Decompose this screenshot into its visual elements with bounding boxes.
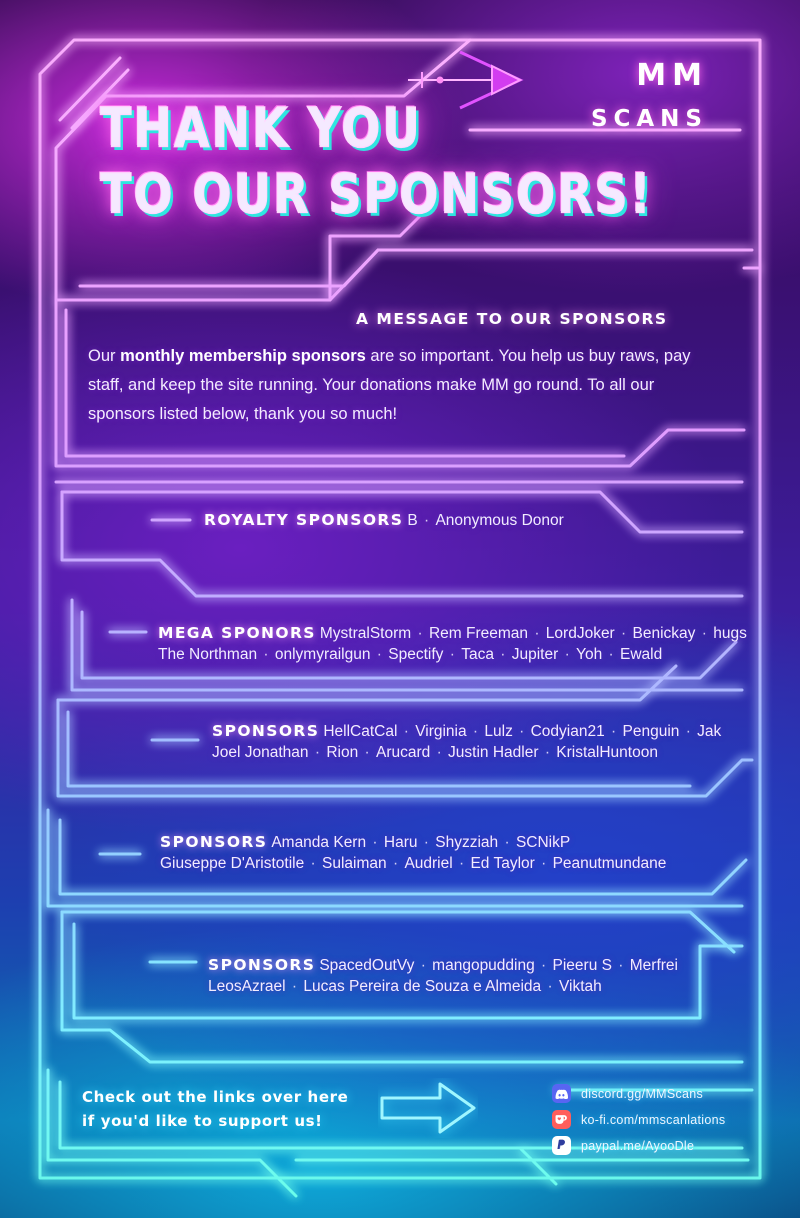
page-title-line-1: THANK YOU xyxy=(100,95,422,160)
name-separator: · xyxy=(454,855,469,872)
name-separator: · xyxy=(413,625,427,642)
name-separator: · xyxy=(399,723,414,740)
sponsor-section-heading: MEGA SPONORS xyxy=(158,624,316,642)
sponsor-name: mangopudding xyxy=(432,957,535,974)
sponsor-name: B xyxy=(407,512,418,529)
page-title-line-2: TO OUR SPONSORS! xyxy=(100,161,653,226)
support-cta-line-2: if you'd like to support us! xyxy=(82,1112,323,1130)
sponsor-name: Amanda Kern xyxy=(271,834,367,851)
name-separator: · xyxy=(543,978,557,995)
link-row-discord[interactable] xyxy=(552,1082,725,1105)
sponsor-section-heading: SPONSORS xyxy=(212,722,320,740)
name-separator: · xyxy=(287,978,302,995)
sponsor-name: LeosAzrael xyxy=(208,978,286,995)
sponsor-name: Merfrei xyxy=(629,957,678,974)
name-separator: · xyxy=(310,744,325,761)
sponsor-name: Ed Taylor xyxy=(470,855,535,872)
kofi-icon xyxy=(552,1110,571,1129)
sponsor-name: LordJoker xyxy=(545,625,615,642)
sponsor-name: Jak xyxy=(697,723,722,740)
sponsor-name: Ewald xyxy=(619,646,663,663)
sponsor-section-royalty xyxy=(204,510,744,531)
sponsor-name: Haru xyxy=(383,834,418,851)
name-separator: · xyxy=(616,625,631,642)
link-row-paypal[interactable] xyxy=(552,1134,725,1157)
sponsor-name: The Northman xyxy=(158,646,258,663)
discord-icon xyxy=(552,1084,571,1103)
support-cta-line-1: Check out the links over here xyxy=(82,1088,349,1106)
sponsor-name: Arucard xyxy=(375,744,431,761)
name-separator: · xyxy=(419,834,434,851)
sponsor-line xyxy=(160,853,760,874)
sponsor-name: Justin Hadler xyxy=(448,744,539,761)
sponsor-name: Rem Freeman xyxy=(428,625,529,642)
name-separator: · xyxy=(613,957,628,974)
sponsor-section-heading: SPONSORS xyxy=(208,956,316,974)
name-separator: · xyxy=(536,855,551,872)
sponsor-name: Joel Jonathan xyxy=(212,744,309,761)
name-separator: · xyxy=(468,723,483,740)
brand-line-1: MM xyxy=(636,58,708,93)
sponsor-name: Penguin xyxy=(622,723,680,740)
mm-arrow-logo-icon xyxy=(400,42,590,116)
brand-logo xyxy=(478,30,708,132)
name-separator: · xyxy=(681,723,696,740)
sponsor-name: Yoh xyxy=(576,646,603,663)
sponsor-section-heading: ROYALTY SPONSORS xyxy=(204,511,404,529)
right-arrow-icon xyxy=(378,1078,478,1138)
name-separator: · xyxy=(419,512,434,529)
sponsor-name: Virginia xyxy=(415,723,467,740)
name-separator: · xyxy=(372,646,387,663)
sponsor-line xyxy=(158,644,758,665)
name-separator: · xyxy=(495,646,510,663)
message-body xyxy=(88,342,718,429)
sponsor-name: Sulaiman xyxy=(322,855,387,872)
name-separator: · xyxy=(259,646,273,663)
sponsor-name: Codyian21 xyxy=(530,723,605,740)
name-separator: · xyxy=(697,625,712,642)
sponsor-name: MystralStorm xyxy=(319,625,412,642)
sponsor-name: SpacedOutVy xyxy=(319,957,415,974)
sponsor-line xyxy=(212,742,772,763)
name-separator: · xyxy=(432,744,447,761)
sponsor-name: onlymyrailgun xyxy=(274,646,371,663)
support-cta xyxy=(82,1085,382,1133)
sponsor-name: Rion xyxy=(326,744,359,761)
name-separator: · xyxy=(360,744,374,761)
message-heading: A MESSAGE TO OUR SPONSORS xyxy=(356,310,668,328)
sponsor-section-sponsors-2 xyxy=(160,832,760,874)
name-separator: · xyxy=(560,646,575,663)
sponsor-section-sponsors-1 xyxy=(212,721,772,763)
sponsor-name: Shyzziah xyxy=(435,834,499,851)
paypal-icon xyxy=(552,1136,571,1155)
name-separator: · xyxy=(500,834,514,851)
sponsor-line xyxy=(208,976,768,997)
brand-line-2: SCANS xyxy=(590,106,708,132)
sponsor-line xyxy=(212,721,772,742)
sponsor-name: Giuseppe D'Aristotile xyxy=(160,855,305,872)
sponsor-name: hugs xyxy=(713,625,747,642)
kofi-link-label: ko-fi.com/mmscanlations xyxy=(581,1112,726,1127)
sponsor-line xyxy=(158,623,758,644)
message-body-before: Our xyxy=(88,347,121,365)
paypal-link-label: paypal.me/AyooDle xyxy=(581,1138,695,1153)
sponsor-name: Spectify xyxy=(388,646,444,663)
discord-link-label: discord.gg/MMScans xyxy=(581,1086,704,1101)
sponsor-line xyxy=(204,510,744,531)
message-body-bold: monthly membership sponsors xyxy=(120,347,366,365)
sponsor-name: Audriel xyxy=(404,855,453,872)
name-separator: · xyxy=(416,957,431,974)
support-links xyxy=(552,1082,725,1160)
sponsor-name: Jupiter xyxy=(511,646,559,663)
link-row-kofi[interactable] xyxy=(552,1108,725,1131)
sponsor-name: Viktah xyxy=(558,978,602,995)
name-separator: · xyxy=(388,855,403,872)
sponsor-name: SCNikP xyxy=(515,834,571,851)
name-separator: · xyxy=(604,646,618,663)
sponsor-line xyxy=(160,832,760,853)
sponsor-name: Peanutmundane xyxy=(552,855,667,872)
sponsor-section-heading: SPONSORS xyxy=(160,833,268,851)
name-separator: · xyxy=(445,646,460,663)
name-separator: · xyxy=(536,957,551,974)
name-separator: · xyxy=(540,744,555,761)
sponsor-section-mega xyxy=(158,623,758,665)
sponsor-line xyxy=(208,955,768,976)
name-separator: · xyxy=(514,723,529,740)
sponsor-section-sponsors-3 xyxy=(208,955,768,997)
name-separator: · xyxy=(306,855,321,872)
sponsor-name: KristalHuntoon xyxy=(556,744,658,761)
sponsor-name: Benickay xyxy=(632,625,696,642)
message-body-after: are so important. You help us buy raws, pay staff, and keep the site running. Your donations make MM go round. To all our sponsors listed below, thank you so much! xyxy=(88,347,691,423)
sponsor-name: Lucas Pereira de Souza e Almeida xyxy=(303,978,542,995)
sponsor-name: Lulz xyxy=(484,723,513,740)
name-separator: · xyxy=(606,723,621,740)
sponsor-name: HellCatCal xyxy=(323,723,398,740)
sponsor-name: Anonymous Donor xyxy=(435,512,564,529)
name-separator: · xyxy=(368,834,382,851)
sponsor-name: Pieeru S xyxy=(552,957,612,974)
name-separator: · xyxy=(530,625,544,642)
sponsor-name: Taca xyxy=(461,646,494,663)
